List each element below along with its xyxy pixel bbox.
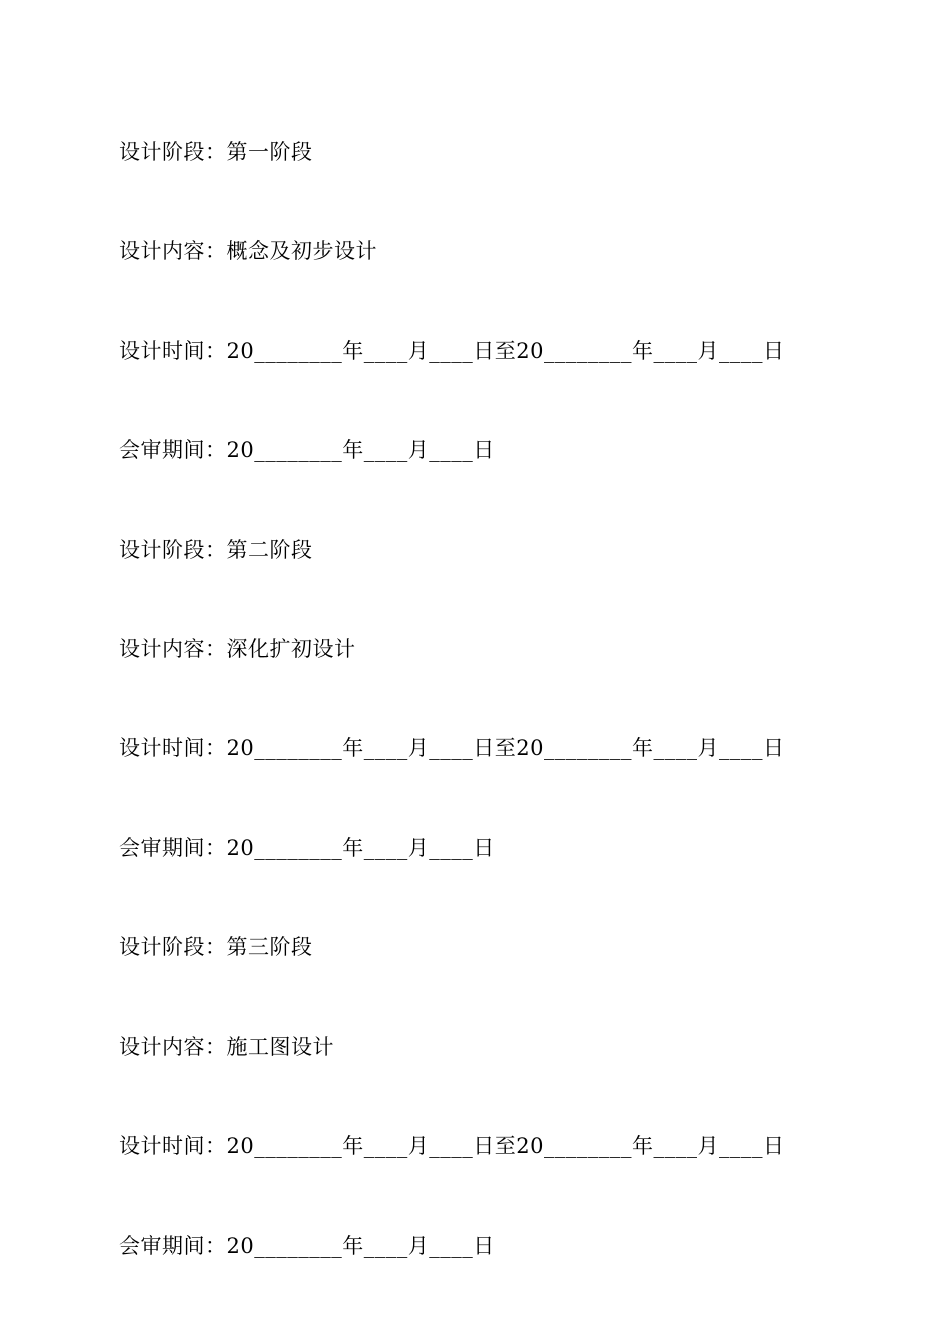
stage-3-review-date-line: 会审期间：20________年____月____日 — [119, 1234, 495, 1258]
stage-1-review-date-line: 会审期间：20________年____月____日 — [119, 438, 495, 462]
stage-1-phase-line: 设计阶段：第一阶段 — [119, 140, 313, 164]
stage-2-phase-line: 设计阶段：第二阶段 — [119, 538, 313, 562]
stage-3-phase-line: 设计阶段：第三阶段 — [119, 935, 313, 959]
stage-3-design-time-line: 设计时间：20________年____月____日至20________年____月____日 — [119, 1134, 785, 1158]
stage-3-content-line: 设计内容：施工图设计 — [119, 1035, 334, 1059]
stage-2-design-time-line: 设计时间：20________年____月____日至20________年____月____日 — [119, 736, 785, 760]
stage-2-review-date-line: 会审期间：20________年____月____日 — [119, 836, 495, 860]
stage-1-design-time-line: 设计时间：20________年____月____日至20________年____月____日 — [119, 339, 785, 363]
stage-2-content-line: 设计内容：深化扩初设计 — [119, 637, 356, 661]
stage-1-content-line: 设计内容：概念及初步设计 — [119, 239, 377, 263]
